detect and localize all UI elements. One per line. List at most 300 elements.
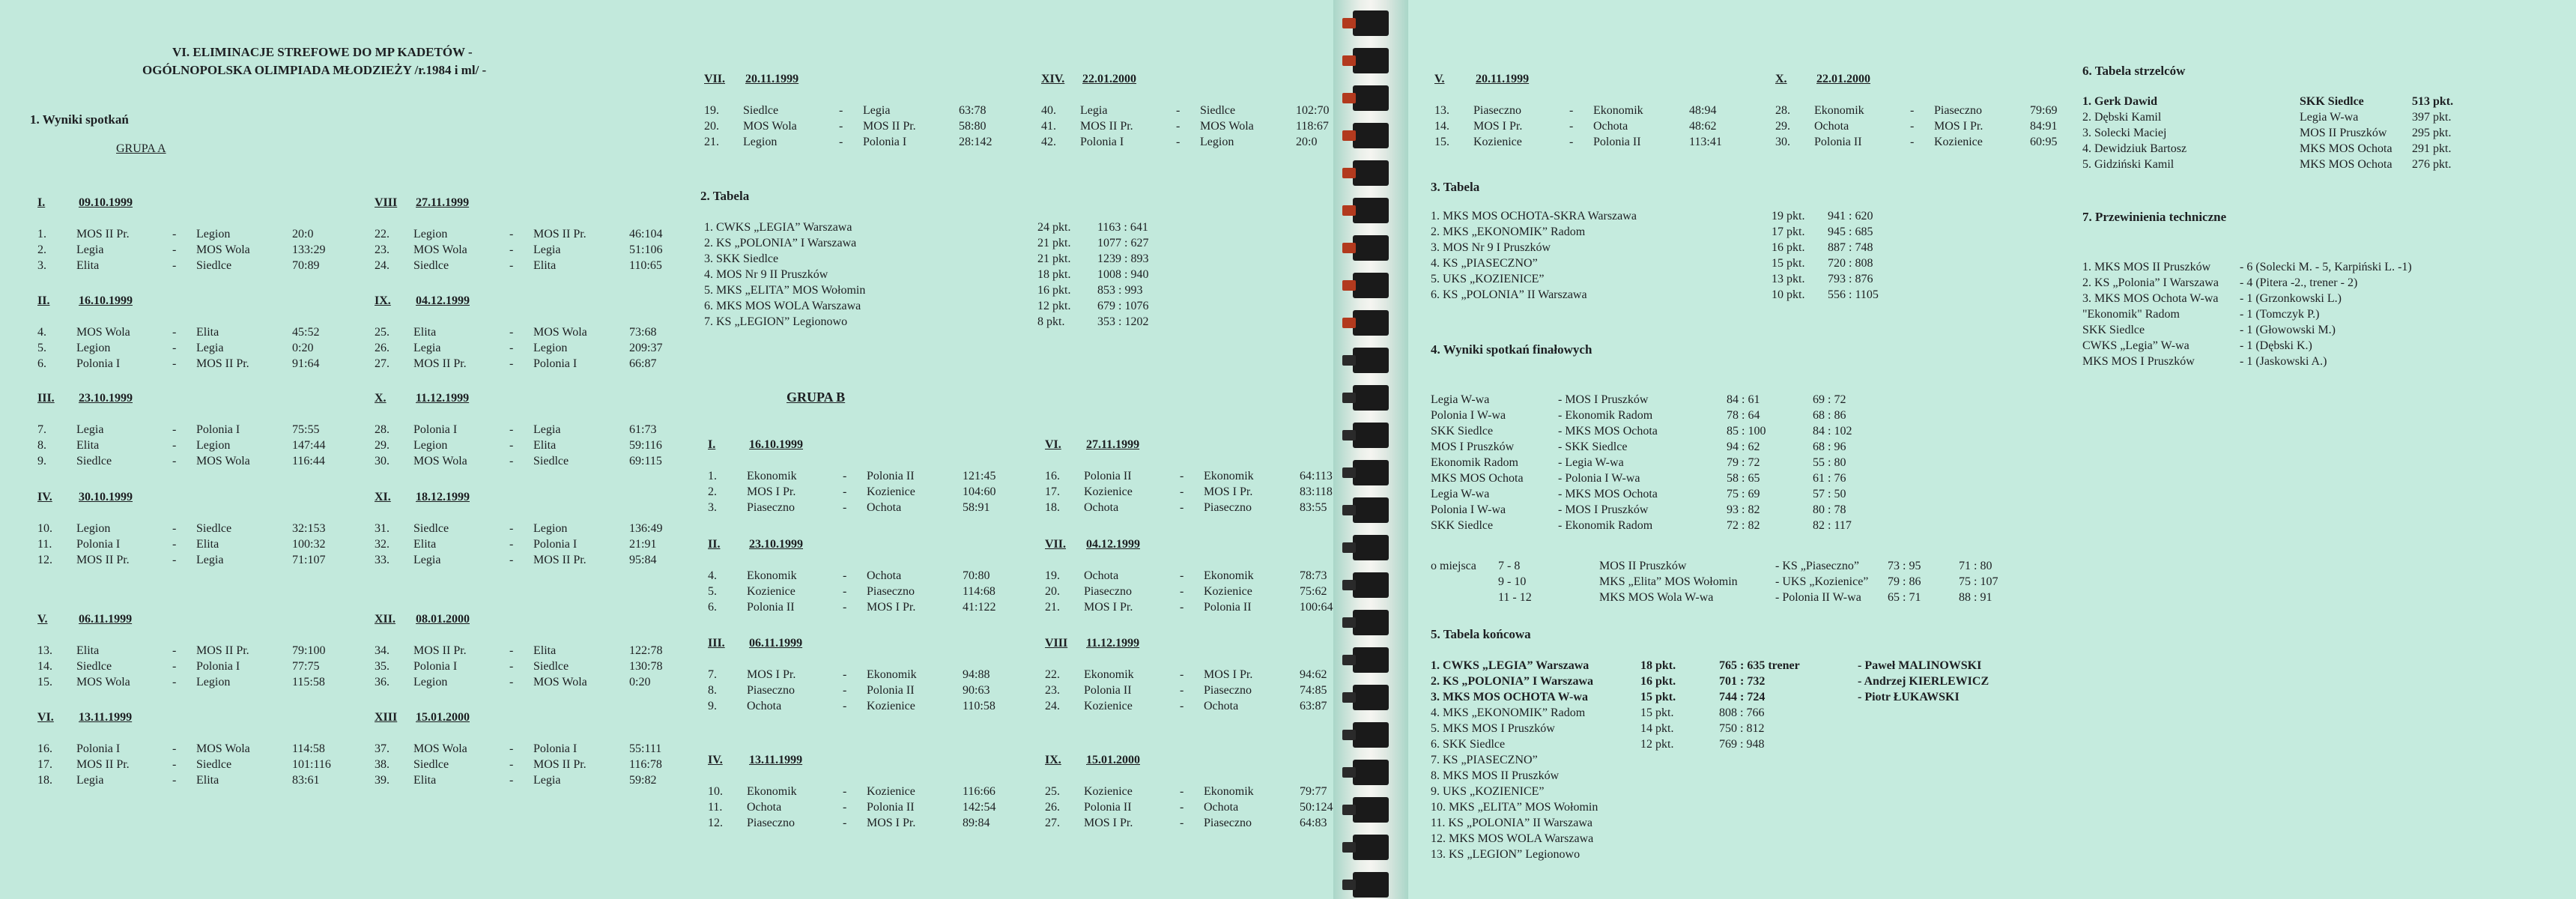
game-row [1041, 104, 1356, 121]
points: 18 pkt. [1037, 268, 1071, 281]
game-row [37, 644, 352, 661]
home-team: Piaseczno [1084, 585, 1132, 598]
game-row [1775, 120, 2090, 136]
round-date: 30.10.1999 [79, 491, 133, 503]
game-number: 7. [708, 668, 717, 681]
away-team: Polonia I [533, 742, 578, 755]
game-row [708, 485, 1022, 502]
team: 4. MOS Nr 9 II Pruszków [704, 268, 828, 281]
score: 45:52 [292, 326, 320, 339]
tech-title: 7. Przewinienia techniczne [2082, 210, 2227, 224]
points: 397 pkt. [2412, 111, 2452, 124]
game-row [1045, 668, 1360, 685]
game-number: 15. [1434, 136, 1449, 148]
dash: - [172, 538, 177, 551]
dash: - [1176, 136, 1181, 148]
dash: - [1910, 120, 1915, 133]
dash: - [1180, 569, 1184, 582]
dash: - [1180, 601, 1184, 614]
home-team: Ochota [1814, 120, 1849, 133]
home-team: Elita [413, 774, 437, 787]
game-number: 26. [1045, 801, 1060, 814]
round-header [708, 538, 803, 551]
points: 18 pkt. [1640, 659, 1676, 672]
game-number: 21. [1045, 601, 1060, 614]
round-label: II. [708, 538, 721, 551]
round-date: 09.10.1999 [79, 196, 133, 209]
score-1: 93 : 82 [1727, 503, 1760, 516]
home-team: Siedlce [76, 455, 112, 467]
team: 9. UKS „KOZIENICE” [1431, 785, 1545, 798]
score: 58:91 [963, 501, 990, 514]
score: 79:77 [1300, 785, 1327, 798]
dash: - [172, 742, 177, 755]
home-team: Elita [413, 326, 437, 339]
game-row [708, 817, 1022, 833]
dash: - [843, 817, 847, 829]
round-date: 11.12.1999 [416, 392, 470, 405]
round-date: 15.01.2000 [416, 711, 470, 724]
game-row [375, 259, 689, 276]
round-date: 11.12.1999 [1086, 637, 1140, 650]
game-number: 6. [37, 357, 46, 370]
game-number: 23. [1045, 684, 1060, 697]
dash: - [1180, 585, 1184, 598]
away-team: Piaseczno [1204, 501, 1252, 514]
score: 110:58 [963, 700, 995, 712]
away-team: Kozienice [867, 485, 915, 498]
game-number: 37. [375, 742, 390, 755]
game-number: 17. [1045, 485, 1060, 498]
game-number: 14. [37, 660, 52, 673]
points: 513 pkt. [2412, 95, 2454, 108]
round-date: 18.12.1999 [416, 491, 470, 503]
fouls: - 4 (Pitera -2., trener - 2) [2240, 276, 2358, 289]
game-row [37, 357, 352, 374]
score-2: 61 : 76 [1813, 472, 1846, 485]
game-number: 20. [1045, 585, 1060, 598]
home-team: Kozienice [1084, 700, 1133, 712]
round-date: 06.11.1999 [749, 637, 803, 650]
points: 15 pkt. [1640, 691, 1676, 703]
round-header [1775, 73, 1870, 86]
game-number: 32. [375, 538, 390, 551]
home-team: Siedlce [413, 758, 449, 771]
dash: - [509, 554, 514, 566]
away-team: Legia [863, 104, 891, 117]
home-team: Legia [413, 342, 441, 354]
fouls: - 1 (Głowowski M.) [2240, 324, 2336, 336]
away-team: Elita [533, 439, 557, 452]
binding-ring [1353, 198, 1389, 223]
game-row [375, 758, 689, 775]
away-team: Polonia II [1593, 136, 1641, 148]
away-team: Ekonomik [1204, 785, 1254, 798]
home-team: Piaseczno [747, 501, 795, 514]
game-row [375, 676, 689, 692]
game-number: 29. [1775, 120, 1790, 133]
game-row [708, 785, 1022, 802]
player: 3. Solecki Maciej [2082, 127, 2167, 139]
places-label: o miejsca [1431, 560, 1476, 572]
game-number: 18. [37, 774, 52, 787]
away-team: MOS I Pr. [867, 817, 916, 829]
game-row [375, 423, 689, 440]
dash: - [1180, 817, 1184, 829]
away-team: Piaseczno [1204, 684, 1252, 697]
team: SKK Siedlce [2082, 324, 2145, 336]
away-team: Polonia II [867, 684, 915, 697]
score: 64:83 [1300, 817, 1327, 829]
scorers-title: 6. Tabela strzelców [2082, 64, 2186, 78]
away-team: Siedlce [196, 522, 232, 535]
score: 59:116 [629, 439, 662, 452]
away-team: - Ekonomik Radom [1558, 519, 1653, 532]
team: 6. SKK Siedlce [1431, 738, 1506, 751]
game-row [37, 742, 352, 759]
dash: - [843, 684, 847, 697]
game-number: 24. [375, 259, 390, 272]
round-header [1045, 637, 1139, 650]
home-team: Elita [413, 538, 437, 551]
away-team: Kozienice [1934, 136, 1983, 148]
dash: - [843, 501, 847, 514]
club: SKK Siedlce [2300, 95, 2364, 108]
binding-ring [1353, 235, 1389, 261]
final-table-title: 5. Tabela końcowa [1431, 627, 1531, 641]
away-team: MOS II Pr. [533, 228, 587, 240]
dash: - [843, 785, 847, 798]
game-number: 27. [1045, 817, 1060, 829]
score: 20:0 [292, 228, 314, 240]
baskets: 1008 : 940 [1097, 268, 1149, 281]
away-team: Polonia II [867, 470, 915, 482]
score: 133:29 [292, 243, 326, 256]
dash: - [839, 136, 843, 148]
score: 122:78 [629, 644, 663, 657]
title-line-1: VI. ELIMINACJE STREFOWE DO MP KADETÓW - [172, 45, 473, 59]
round-label: X. [1775, 73, 1787, 85]
home-team: MOS Wola [413, 742, 467, 755]
round-label: XII. [375, 613, 396, 626]
player: 4. Dewidziuk Bartosz [2082, 142, 2187, 155]
home-team: MOS II Pr. [1080, 120, 1133, 133]
player: 5. Gidziński Kamil [2082, 158, 2175, 171]
dash: - [843, 470, 847, 482]
game-row [1434, 120, 1749, 136]
game-number: 9. [708, 700, 717, 712]
round-label: VII. [1045, 538, 1067, 551]
home-team: Legion [743, 136, 778, 148]
home-team: Legion [76, 522, 111, 535]
binding-ring [1353, 160, 1389, 186]
team: 3. SKK Siedlce [704, 252, 779, 265]
away-team: Elita [196, 538, 219, 551]
score: 116:78 [629, 758, 662, 771]
fouls: - 1 (Tomczyk P.) [2240, 308, 2320, 321]
score: 64:113 [1300, 470, 1333, 482]
dash: - [1180, 801, 1184, 814]
dash: - [1180, 470, 1184, 482]
dash: - [1176, 120, 1181, 133]
game-number: 14. [1434, 120, 1449, 133]
score: 75:62 [1300, 585, 1327, 598]
home-team: MOS Wola [413, 455, 467, 467]
round-label: I. [708, 438, 716, 451]
home-team: MOS I Pr. [1084, 601, 1133, 614]
game-row [708, 601, 1022, 617]
dash: - [172, 243, 177, 256]
score-2: 57 : 50 [1813, 488, 1846, 500]
score: 136:49 [629, 522, 663, 535]
score: 48:94 [1689, 104, 1717, 117]
away-team: - Polonia I W-wa [1558, 472, 1640, 485]
tabela-a-title: 2. Tabela [700, 189, 750, 203]
round-label: IX. [375, 294, 391, 307]
binding-ring [1353, 760, 1389, 785]
team: 5. UKS „KOZIENICE” [1431, 273, 1545, 285]
away-team: MOS Wola [196, 243, 250, 256]
game-row [37, 554, 352, 570]
game-number: 36. [375, 676, 390, 688]
dash: - [509, 538, 514, 551]
game-row [704, 104, 1019, 121]
score: 142:54 [963, 801, 996, 814]
game-number: 20. [704, 120, 719, 133]
away-team: Siedlce [1200, 104, 1236, 117]
game-number: 11. [37, 538, 52, 551]
round-header [375, 196, 469, 210]
game-row [1045, 470, 1360, 486]
round-label: IV. [37, 491, 52, 503]
dash: - [1180, 700, 1184, 712]
score: 100:64 [1300, 601, 1333, 614]
team: 3. MKS MOS Ochota W-wa [2082, 292, 2219, 305]
round-date: 16.10.1999 [749, 438, 803, 451]
game-number: 27. [375, 357, 390, 370]
baskets: 853 : 993 [1097, 284, 1143, 297]
round-date: 08.01.2000 [416, 613, 470, 626]
home-team: MOS Wola [76, 676, 130, 688]
dash: - [1910, 104, 1915, 117]
club: Legia W-wa [2300, 111, 2359, 124]
round-header [375, 711, 470, 724]
tabela-b-title: 3. Tabela [1431, 180, 1480, 194]
team: 1. MKS MOS OCHOTA-SKRA Warszawa [1431, 210, 1637, 223]
dash: - [1176, 104, 1181, 117]
place-range: 11 - 12 [1498, 591, 1532, 604]
away-team: Legia [196, 554, 224, 566]
baskets: 769 : 948 [1719, 738, 1765, 751]
score: 48:62 [1689, 120, 1717, 133]
binding-ring [1353, 10, 1389, 36]
points: 16 pkt. [1772, 241, 1805, 254]
game-row [37, 342, 352, 358]
home-team: Ekonomik [747, 470, 797, 482]
home-team: Ekonomik Radom [1431, 456, 1518, 469]
game-row [37, 660, 352, 676]
baskets: 887 : 748 [1828, 241, 1873, 254]
away-team: - UKS „Kozienice” [1775, 575, 1869, 588]
score: 78:73 [1300, 569, 1327, 582]
game-number: 13. [1434, 104, 1449, 117]
points: 21 pkt. [1037, 252, 1071, 265]
game-row [1775, 104, 2090, 121]
away-team: Kozienice [867, 785, 915, 798]
team: 6. MKS MOS WOLA Warszawa [704, 300, 861, 312]
binding-ring [1353, 310, 1389, 336]
game-number: 8. [37, 439, 46, 452]
game-row [37, 243, 352, 260]
game-number: 30. [1775, 136, 1790, 148]
dash: - [509, 342, 514, 354]
away-team: - MOS I Pruszków [1558, 503, 1649, 516]
game-number: 16. [1045, 470, 1060, 482]
away-team: Elita [196, 774, 219, 787]
round-header [1045, 754, 1140, 767]
away-team: Elita [533, 644, 557, 657]
game-number: 4. [708, 569, 717, 582]
game-row [375, 538, 689, 554]
dash: - [1180, 485, 1184, 498]
home-team: Polonia II [1084, 684, 1132, 697]
score-1: 84 : 61 [1727, 393, 1760, 406]
away-team: Legia [533, 243, 561, 256]
away-team: Siedlce [533, 455, 569, 467]
home-team: Legia [413, 554, 441, 566]
score: 61:73 [629, 423, 657, 436]
away-team: Polonia I [196, 423, 240, 436]
game-row [375, 439, 689, 455]
place-range: 7 - 8 [1498, 560, 1521, 572]
dash: - [509, 758, 514, 771]
dash: - [172, 522, 177, 535]
round-header [375, 392, 469, 405]
round-label: IV. [708, 754, 723, 766]
round-label: X. [375, 392, 387, 405]
dash: - [509, 259, 514, 272]
away-team: Ekonomik [1593, 104, 1643, 117]
away-team: MOS II Pr. [196, 357, 249, 370]
game-number: 24. [1045, 700, 1060, 712]
dash: - [839, 104, 843, 117]
away-team: Piaseczno [1204, 817, 1252, 829]
team: MKS MOS I Pruszków [2082, 355, 2195, 368]
coach: - Paweł MALINOWSKI [1858, 659, 1982, 672]
round-label: VIII [375, 196, 398, 209]
home-team: Polonia II [747, 601, 795, 614]
game-number: 12. [37, 554, 52, 566]
game-number: 18. [1045, 501, 1060, 514]
binding-ring [1353, 85, 1389, 111]
game-number: 35. [375, 660, 390, 673]
game-row [1045, 585, 1360, 602]
away-team: Legion [1200, 136, 1234, 148]
away-team: - MOS I Pruszków [1558, 393, 1649, 406]
away-team: Legia [196, 342, 224, 354]
home-team: Polonia I [1080, 136, 1124, 148]
round-label: XIV. [1041, 73, 1065, 85]
away-team: MOS I Pr. [867, 601, 916, 614]
round-header [37, 392, 133, 405]
binding-ring [1353, 123, 1389, 148]
score: 114:58 [292, 742, 325, 755]
round-header [37, 613, 132, 626]
score: 60:95 [2030, 136, 2058, 148]
away-team: - Polonia II W-wa [1775, 591, 1861, 604]
dash: - [509, 774, 514, 787]
home-team: Legion [76, 342, 111, 354]
game-row [375, 228, 689, 244]
round-date: 22.01.2000 [1082, 73, 1136, 85]
dash: - [509, 439, 514, 452]
home-team: MOS II Pruszków [1599, 560, 1687, 572]
away-team: - MKS MOS Ochota [1558, 488, 1658, 500]
round-header [37, 711, 132, 724]
away-team: MOS I Pr. [1934, 120, 1983, 133]
round-label: VIII [1045, 637, 1068, 650]
home-team: MOS I Pruszków [1431, 441, 1515, 453]
away-team: MOS I Pr. [1204, 668, 1253, 681]
game-number: 31. [375, 522, 390, 535]
round-label: XIII [375, 711, 398, 724]
score: 83:55 [1300, 501, 1327, 514]
away-team: Legion [533, 342, 568, 354]
points: 16 pkt. [1640, 675, 1676, 688]
points: 13 pkt. [1772, 273, 1805, 285]
round-date: 23.10.1999 [749, 538, 803, 551]
game-number: 26. [375, 342, 390, 354]
away-team: MOS Wola [196, 455, 250, 467]
away-team: Ekonomik [1204, 470, 1254, 482]
home-team: Kozienice [1084, 785, 1133, 798]
dash: - [839, 120, 843, 133]
home-team: Piaseczno [1473, 104, 1521, 117]
home-team: Legion [413, 676, 448, 688]
home-team: Kozienice [747, 585, 795, 598]
away-team: MOS I Pr. [1204, 485, 1253, 498]
game-number: 41. [1041, 120, 1056, 133]
section-results: 1. Wyniki spotkań [30, 112, 129, 127]
score: 21:91 [629, 538, 657, 551]
round-date: 27.11.1999 [416, 196, 470, 209]
score: 110:65 [629, 259, 662, 272]
game-number: 22. [1045, 668, 1060, 681]
baskets: 679 : 1076 [1097, 300, 1149, 312]
game-row [1045, 501, 1360, 518]
round-date: 20.11.1999 [1476, 73, 1530, 85]
game-number: 8. [708, 684, 717, 697]
fouls: - 1 (Jaskowski A.) [2240, 355, 2327, 368]
round-label: VII. [704, 73, 726, 85]
team: 8. MKS MOS II Pruszków [1431, 769, 1560, 782]
score-2: 68 : 96 [1813, 441, 1846, 453]
title-line-2: OGÓLNOPOLSKA OLIMPIADA MŁODZIEŻY /r.1984 i ml/ - [142, 63, 487, 77]
binding-ring [1353, 273, 1389, 298]
game-row [1045, 684, 1360, 700]
home-team: Elita [76, 439, 100, 452]
dash: - [1180, 668, 1184, 681]
points: 291 pkt. [2412, 142, 2452, 155]
game-row [37, 423, 352, 440]
points: 12 pkt. [1037, 300, 1071, 312]
dash: - [172, 439, 177, 452]
round-date: 13.11.1999 [749, 754, 803, 766]
game-row [37, 522, 352, 539]
away-team: - SKK Siedlce [1558, 441, 1628, 453]
away-team: Kozienice [1204, 585, 1252, 598]
game-number: 3. [708, 501, 717, 514]
